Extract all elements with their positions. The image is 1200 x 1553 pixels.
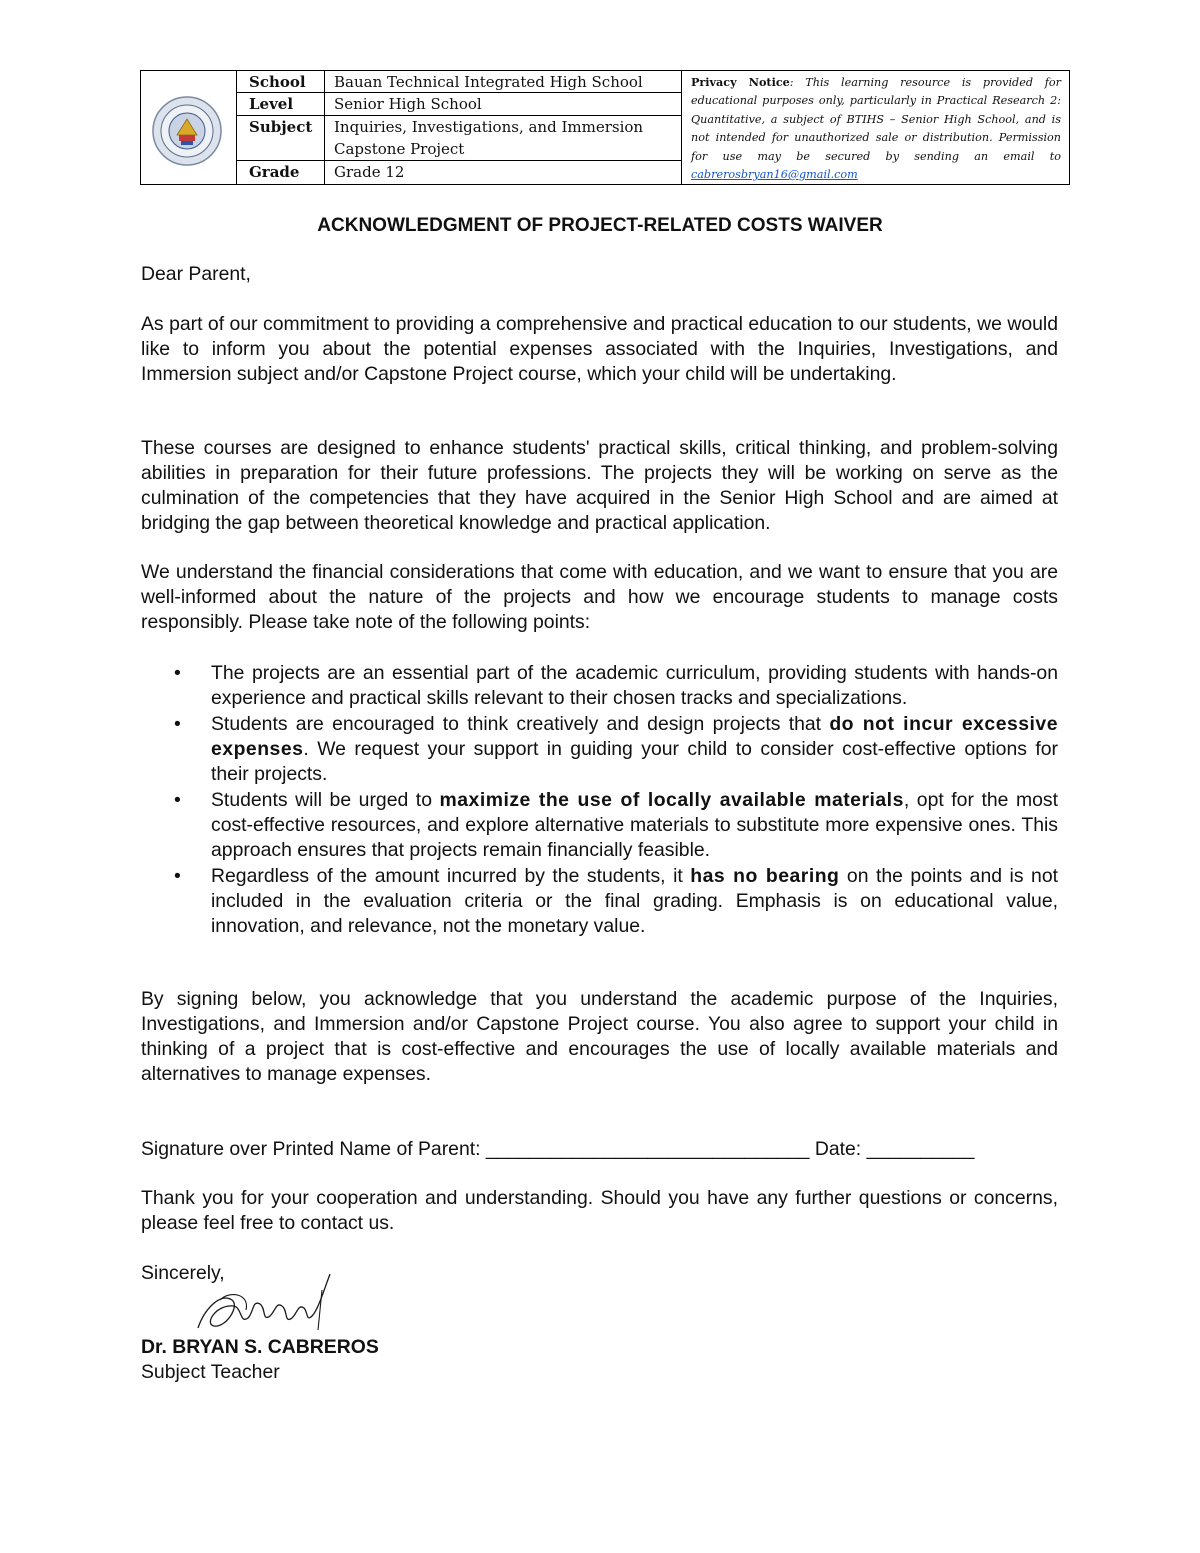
- bullet-text: Students are encouraged to think creatively and design projects that: [211, 713, 830, 735]
- document-title: ACKNOWLEDGMENT OF PROJECT-RELATED COSTS WAIVER: [317, 215, 883, 236]
- paragraph-acknowledgment: By signing below, you acknowledge that you understand the academic purpose of the Inquiries, Investigations, and Immersion and/or Capstone Project course. You also agree to support your child in thinking of a project that is cost-effective and encourages the use of locally available materials and alternatives to manage expenses.: [141, 988, 1058, 1085]
- school-row: [237, 71, 681, 93]
- handwritten-signature: [190, 1270, 340, 1342]
- bullet-text-end: , opt for the most cost-effective resources, and explore alternative materials to substitute more expensive ones. This approach ensures that projects remain financially feasible.: [211, 789, 1058, 861]
- school-label: School: [237, 71, 325, 92]
- bullet-text-end: on the points and is not included in the evaluation criteria or the final grading. Emphasis is on educational value, innovation, and relevance, not the monetary value.: [211, 865, 1058, 937]
- subject-row: [237, 116, 681, 161]
- bullet-text: Regardless of the amount incurred by the students, it: [211, 865, 691, 887]
- paragraph-intro: As part of our commitment to providing a comprehensive and practical education to our students, we would like to inform you about the potential expenses associated with the Inquiries, Investigations, and Immersion subject and/or Capstone Project course, which your child will be undertaking.: [141, 313, 1058, 385]
- bullet-icon: •: [174, 865, 181, 887]
- level-row: [237, 93, 681, 116]
- list-item: [141, 864, 1058, 939]
- date-label: Date:: [809, 1138, 867, 1160]
- closing: Sincerely,: [141, 1262, 225, 1284]
- school-seal-icon: [151, 95, 223, 167]
- salutation: Dear Parent,: [141, 263, 251, 285]
- grade-row: [237, 161, 681, 184]
- points-list: [141, 661, 1058, 940]
- signature-label: Signature over Printed Name of Parent:: [141, 1138, 486, 1160]
- level-label: Level: [237, 93, 325, 115]
- school-value: Bauan Technical Integrated High School: [334, 73, 643, 91]
- bullet-emphasis: has no bearing: [690, 865, 840, 887]
- list-item: [141, 712, 1058, 787]
- logo-cell: [141, 71, 237, 184]
- bullet-emphasis: do not incur excessive expenses: [211, 713, 1058, 760]
- privacy-notice-text: : This learning resource is provided for educational purposes only, particularly in Practical Research 2: Quantitative, a subject of BTIHS – Senior High School, and is not intended for unauthorized sale or distribution. Permission for use may be secured by sending an email to: [691, 76, 1061, 163]
- grade-label: Grade: [237, 161, 325, 184]
- grade-value: Grade 12: [334, 163, 405, 181]
- school-info: [237, 71, 681, 184]
- privacy-notice: [681, 71, 1069, 184]
- bullet-text: The projects are an essential part of the academic curriculum, providing students with hands-on experience and practical skills relevant to their chosen tracks and specializations.: [211, 662, 1058, 709]
- header-table: [140, 70, 1070, 185]
- list-item: [141, 788, 1058, 863]
- paragraph-course-purpose: These courses are designed to enhance students' practical skills, critical thinking, and problem-solving abilities in preparation for their future professions. The projects they will be working on serve as the culmination of the competencies that they have acquired in the Senior High School and are aimed at bridging the gap between theoretical knowledge and practical application.: [141, 437, 1058, 534]
- level-value: Senior High School: [334, 95, 482, 113]
- bullet-icon: •: [174, 713, 181, 735]
- privacy-notice-label: Privacy Notice: [691, 75, 790, 89]
- subject-label: Subject: [237, 116, 325, 160]
- signer-name: Dr. BRYAN S. CABREROS: [141, 1336, 379, 1358]
- parent-signature-line: [141, 1137, 1058, 1162]
- bullet-text-end: . We request your support in guiding your child to consider cost-effective options for their projects.: [211, 738, 1058, 785]
- list-item: [141, 661, 1058, 711]
- subject-value: Inquiries, Investigations, and Immersion Capstone Project: [334, 118, 644, 158]
- bullet-icon: •: [174, 662, 181, 684]
- signer-role: Subject Teacher: [141, 1361, 280, 1383]
- bullet-text: Students will be urged to: [211, 789, 440, 811]
- contact-email-link[interactable]: cabrerosbryan16@gmail.com: [691, 168, 858, 182]
- bullet-emphasis: maximize the use of locally available materials: [439, 789, 904, 811]
- paragraph-financial: We understand the financial considerations that come with education, and we want to ensure that you are well-informed about the nature of the projects and how we encourage students to manage costs responsibly. Please take note of the following points:: [141, 561, 1058, 633]
- date-blank[interactable]: __________: [866, 1138, 975, 1160]
- signature-blank[interactable]: ______________________________: [485, 1138, 810, 1160]
- paragraph-thanks: Thank you for your cooperation and understanding. Should you have any further questions or concerns, please feel free to contact us.: [141, 1187, 1058, 1234]
- bullet-icon: •: [174, 789, 181, 811]
